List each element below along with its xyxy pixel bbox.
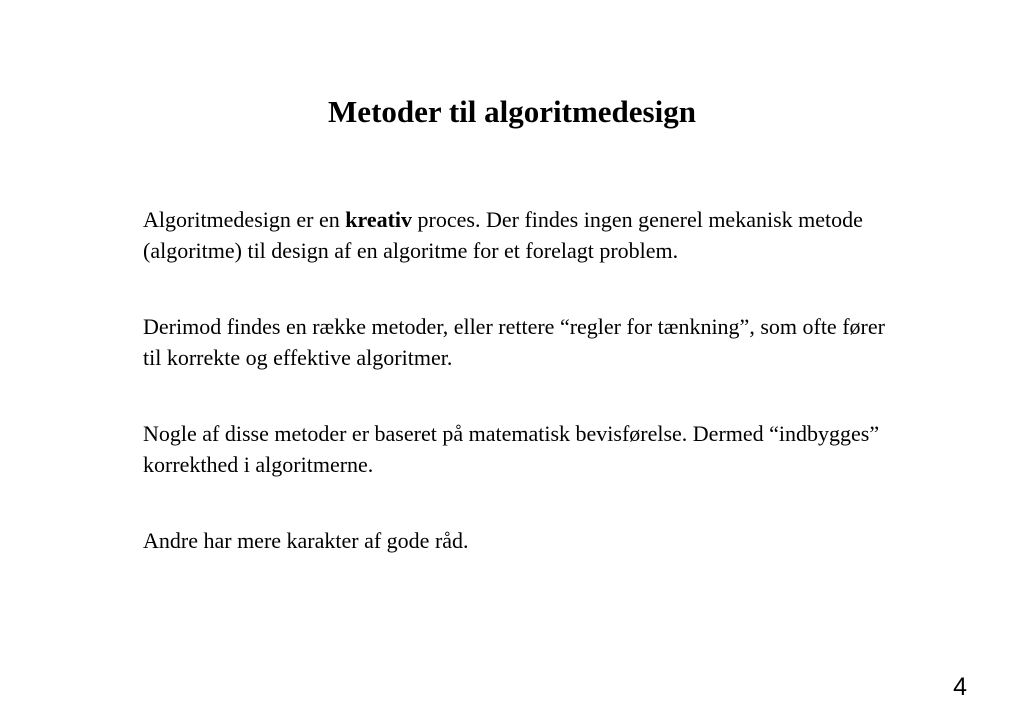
paragraph-mathematical-proof: Nogle af disse metoder er baseret på matematisk bevisførelse. Dermed “indbygges” korrekthed i algoritmerne.	[143, 421, 880, 477]
paragraph-thinking-rules: Derimod findes en række metoder, eller rettere “regler for tænkning”, som ofte fører til korrekte og effektive algoritmer.	[143, 314, 885, 370]
slide-body	[143, 204, 903, 556]
paragraph-creative-process	[143, 204, 903, 266]
slide-title: Metoder til algoritmedesign	[328, 94, 696, 129]
bold-term-kreativ: kreativ	[345, 207, 413, 232]
page-number: 4	[953, 673, 967, 701]
paragraph-text: proces. Der findes ingen generel mekanisk metode (algoritme) til design af en algoritme for et forelagt problem.	[143, 207, 863, 263]
paragraph-good-advice: Andre har mere karakter af gode råd.	[143, 528, 469, 553]
paragraph-text: Algoritmedesign er en	[143, 207, 346, 232]
